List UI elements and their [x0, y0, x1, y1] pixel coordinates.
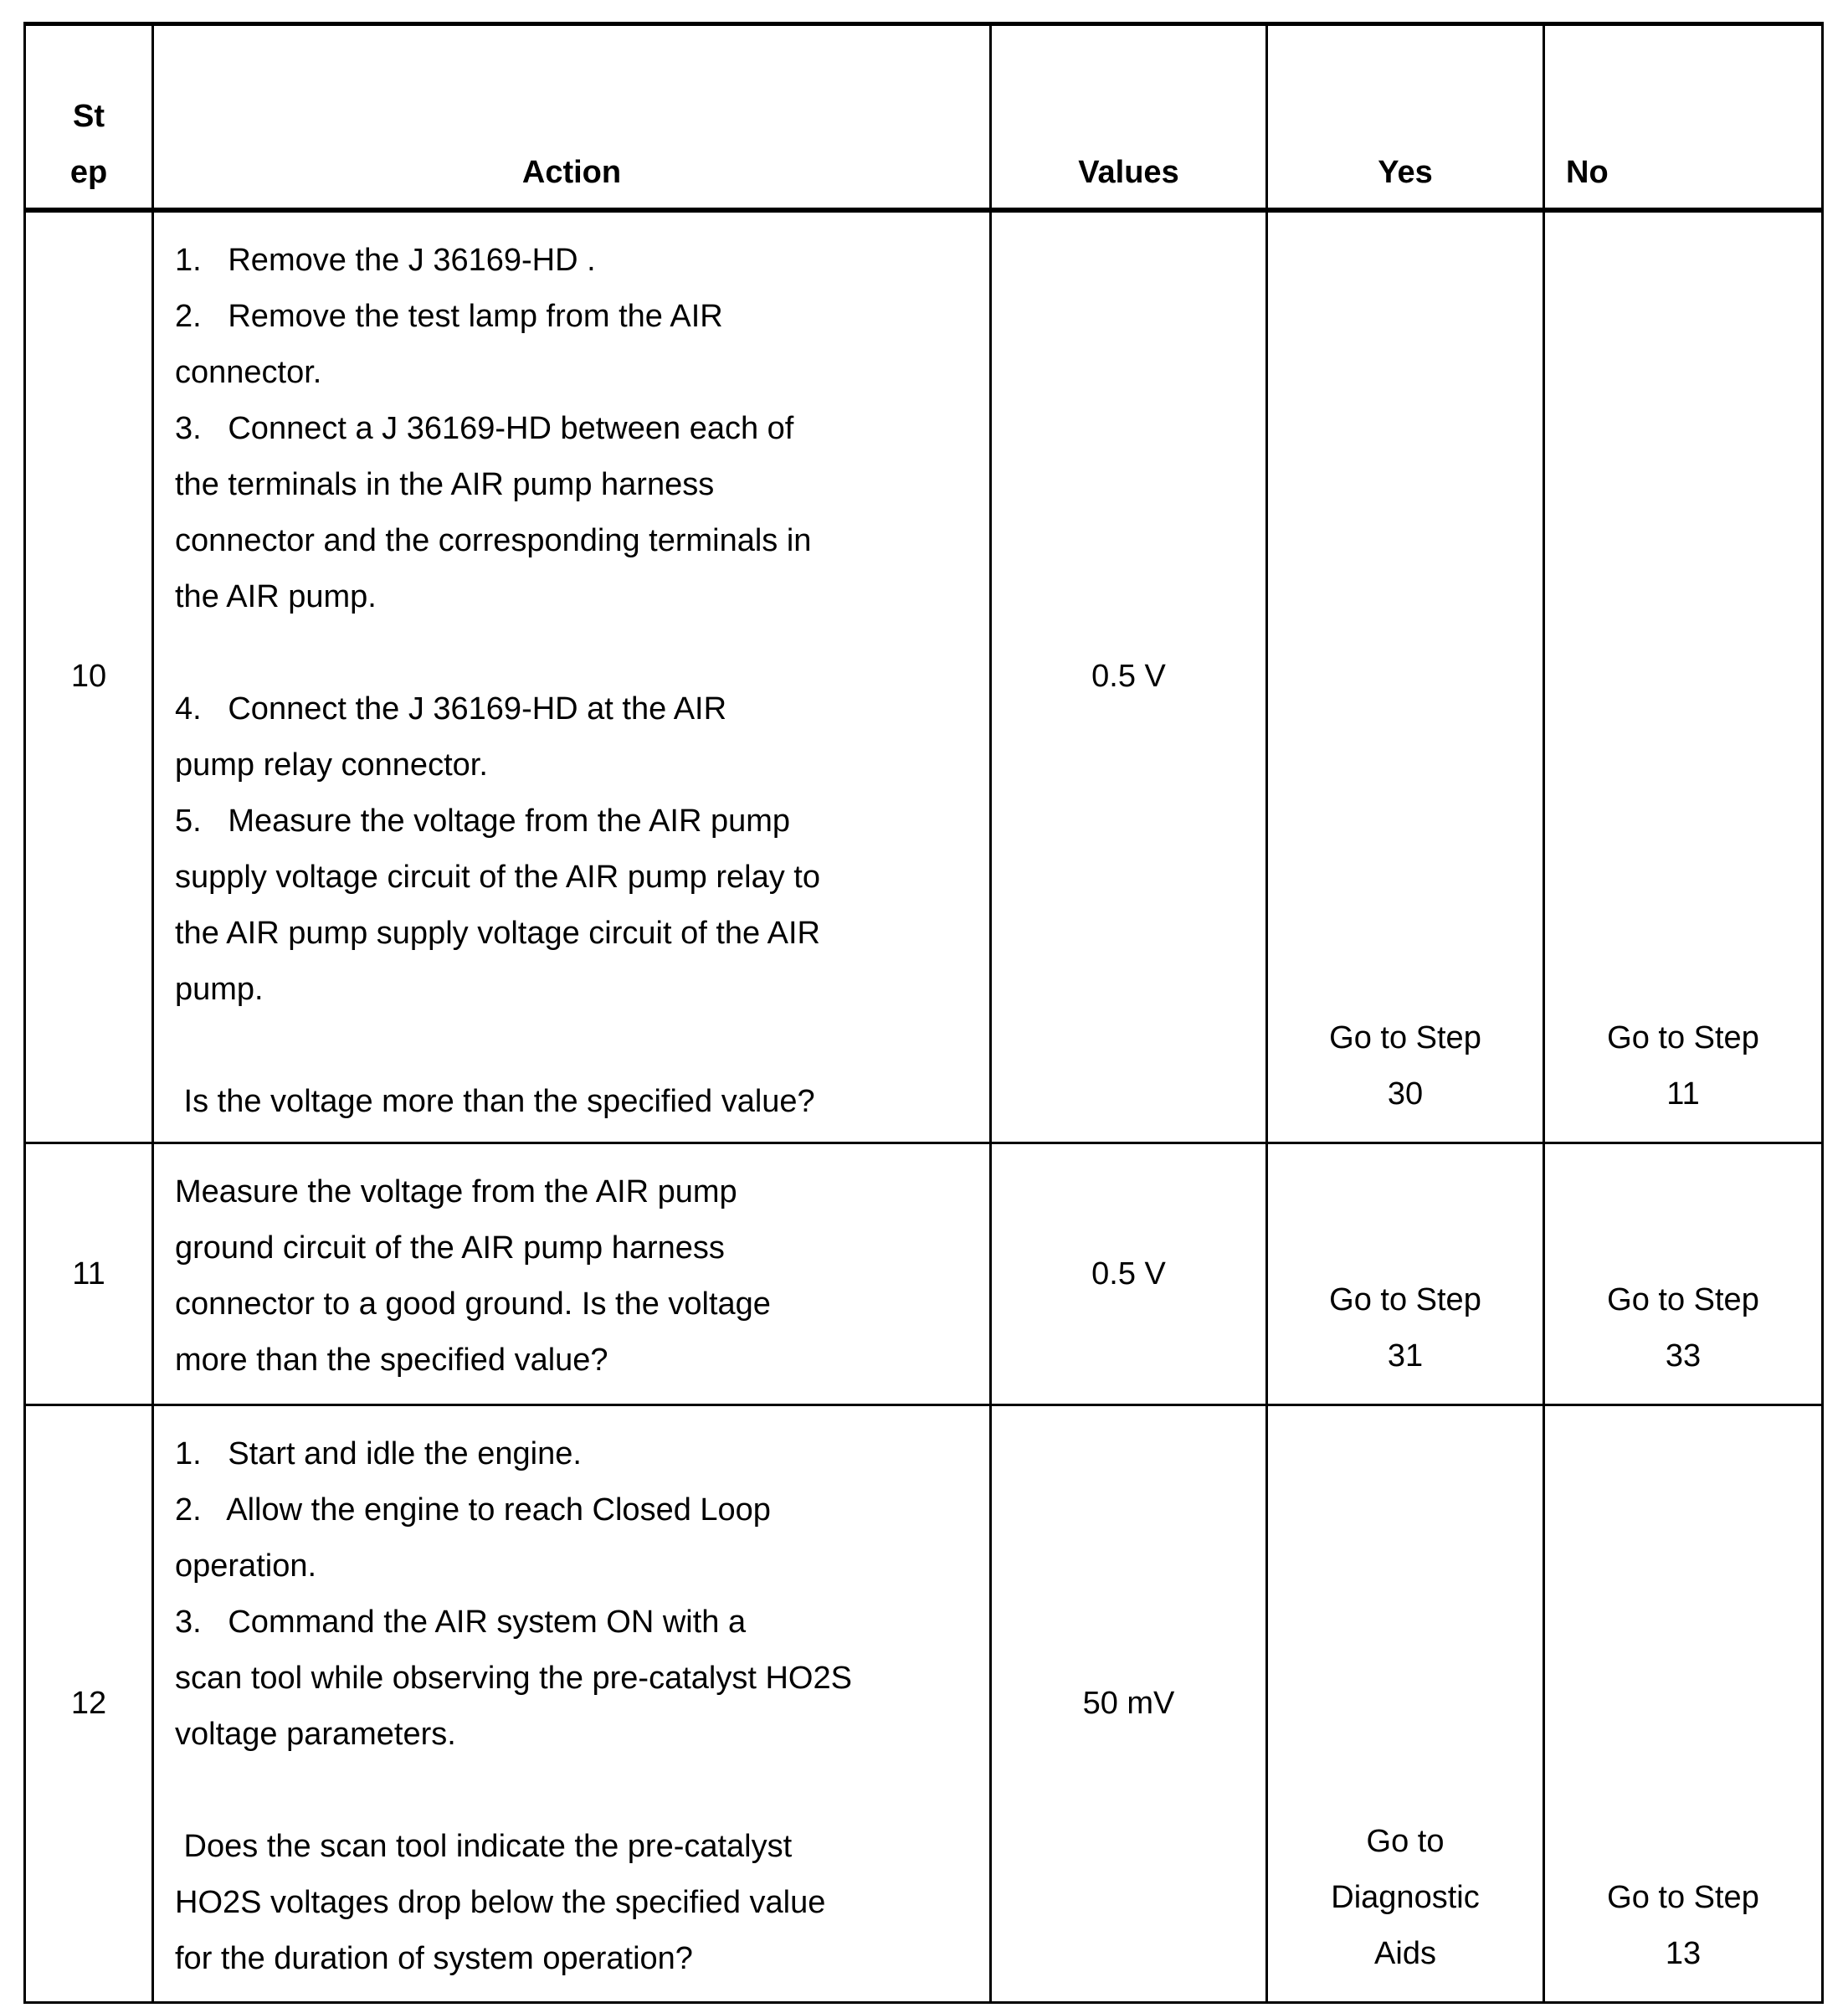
- step-number: 11: [25, 1143, 153, 1405]
- value-cell: 0.5 V: [991, 210, 1267, 1143]
- no-line: 13: [1665, 1936, 1702, 1971]
- action-line: HO2S voltages drop below the specified value: [175, 1885, 826, 1920]
- action-line: operation.: [175, 1548, 317, 1584]
- action-line: Does the scan tool indicate the pre-catalyst: [175, 1829, 793, 1864]
- table-row: [25, 1143, 1823, 1405]
- action-line: the terminals in the AIR pump harness: [175, 466, 715, 502]
- action-cell: [153, 1405, 991, 2003]
- action-line: 3. Command the AIR system ON with a: [175, 1605, 747, 1640]
- no-line: 11: [1666, 1076, 1700, 1112]
- action-line: 2. Allow the engine to reach Closed Loop: [175, 1492, 771, 1528]
- action-cell: [153, 210, 991, 1143]
- yes-cell: [1267, 210, 1544, 1143]
- table-row: [25, 1405, 1823, 2003]
- action-line: pump.: [175, 971, 264, 1007]
- action-line: Is the voltage more than the specified value?: [175, 1083, 815, 1119]
- header-yes: Yes: [1267, 24, 1544, 210]
- step-number: 12: [25, 1405, 153, 2003]
- table-row: [25, 210, 1823, 1143]
- no-line: Go to Step: [1607, 1282, 1759, 1317]
- action-line: ground circuit of the AIR pump harness: [175, 1230, 725, 1266]
- action-line: connector.: [175, 354, 322, 390]
- value-cell: 0.5 V: [991, 1143, 1267, 1405]
- action-line: [175, 625, 973, 681]
- no-line: Go to Step: [1607, 1880, 1759, 1915]
- action-line: supply voltage circuit of the AIR pump relay to: [175, 859, 820, 895]
- action-cell: [153, 1143, 991, 1405]
- yes-line: Go to Step: [1329, 1282, 1481, 1317]
- action-line: 4. Connect the J 36169-HD at the AIR: [175, 691, 727, 727]
- action-line: 1. Start and idle the engine.: [175, 1436, 582, 1471]
- header-step: [25, 24, 153, 210]
- no-line: 33: [1665, 1338, 1702, 1374]
- step-number: 10: [25, 210, 153, 1143]
- value-cell: 50 mV: [991, 1405, 1267, 2003]
- yes-line: 31: [1387, 1338, 1424, 1374]
- action-line: the AIR pump supply voltage circuit of the AIR: [175, 915, 820, 951]
- action-line: [175, 1018, 973, 1074]
- action-line: 3. Connect a J 36169-HD between each of: [175, 410, 794, 446]
- diagnostic-steps-table: [23, 22, 1824, 2004]
- header-row: [25, 24, 1823, 210]
- action-line: connector and the corresponding terminals in: [175, 522, 812, 558]
- header-no: No: [1544, 24, 1823, 210]
- action-line: Measure the voltage from the AIR pump: [175, 1174, 737, 1209]
- action-line: more than the specified value?: [175, 1343, 608, 1378]
- yes-line: Diagnostic: [1331, 1880, 1480, 1915]
- action-line: voltage parameters.: [175, 1717, 456, 1752]
- yes-line: Aids: [1374, 1936, 1436, 1971]
- no-cell: [1544, 1143, 1823, 1405]
- yes-cell: [1267, 1405, 1544, 2003]
- yes-line: 30: [1387, 1076, 1424, 1112]
- yes-line: Go to Step: [1329, 1020, 1481, 1055]
- header-step-line: ep: [69, 154, 108, 190]
- action-line: [175, 1763, 973, 1819]
- action-line: 1. Remove the J 36169-HD .: [175, 242, 596, 278]
- yes-line: Go to: [1366, 1824, 1445, 1859]
- no-cell: [1544, 1405, 1823, 2003]
- action-line: 5. Measure the voltage from the AIR pump: [175, 803, 791, 839]
- action-line: connector to a good ground. Is the voltage: [175, 1286, 771, 1322]
- action-line: the AIR pump.: [175, 578, 377, 614]
- no-line: Go to Step: [1607, 1020, 1759, 1055]
- header-values: Values: [991, 24, 1267, 210]
- header-step-line: St: [73, 98, 105, 134]
- action-line: pump relay connector.: [175, 747, 488, 783]
- no-cell: [1544, 210, 1823, 1143]
- action-line: 2. Remove the test lamp from the AIR: [175, 298, 723, 334]
- yes-cell: [1267, 1143, 1544, 1405]
- action-line: scan tool while observing the pre-catalyst HO2S: [175, 1661, 852, 1696]
- header-action: Action: [153, 24, 991, 210]
- action-line: for the duration of system operation?: [175, 1941, 693, 1976]
